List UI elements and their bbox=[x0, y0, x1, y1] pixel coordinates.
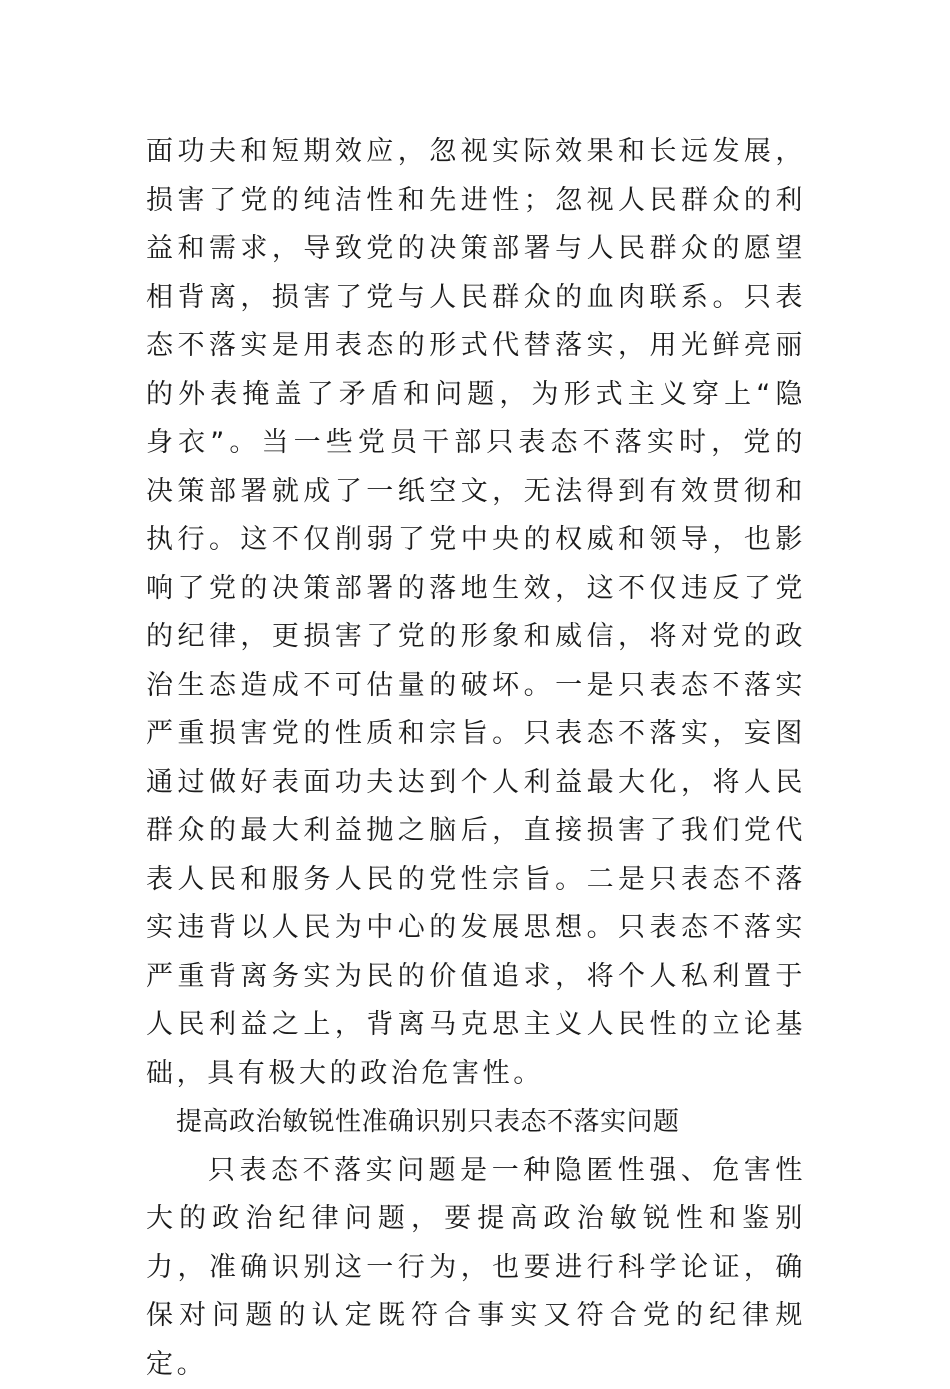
document-body bbox=[146, 128, 806, 1389]
section-heading: 提高政治敏锐性准确识别只表态不落实问题 bbox=[146, 1098, 806, 1147]
paragraph-continued: 面功夫和短期效应，忽视实际效果和长远发展，损害了党的纯洁性和先进性；忽视人民群众的利益和需求，导致党的决策部署与人民群众的愿望相背离，损害了党与人民群众的血肉联系。只表态不落实是用表态的形式代替落实，用光鲜亮丽的外表掩盖了矛盾和问题，为形式主义穿上“隐身衣”。当一些党员干部只表态不落实时，党的决策部署就成了一纸空文，无法得到有效贯彻和执行。这不仅削弱了党中央的权威和领导，也影响了党的决策部署的落地生效，这不仅违反了党的纪律，更损害了党的形象和威信，将对党的政治生态造成不可估量的破坏。一是只表态不落实严重损害党的性质和宗旨。只表态不落实，妄图通过做好表面功夫达到个人利益最大化，将人民群众的最大利益抛之脑后，直接损害了我们党代表人民和服务人民的党性宗旨。二是只表态不落实违背以人民为中心的发展思想。只表态不落实严重背离务实为民的价值追求，将个人私利置于人民利益之上，背离马克思主义人民性的立论基础，具有极大的政治危害性。 bbox=[146, 128, 806, 1098]
paragraph-section-intro: 只表态不落实问题是一种隐匿性强、危害性大的政治纪律问题，要提高政治敏锐性和鉴别力，准确识别这一行为，也要进行科学论证，确保对问题的认定既符合事实又符合党的纪律规定。 bbox=[146, 1147, 806, 1389]
